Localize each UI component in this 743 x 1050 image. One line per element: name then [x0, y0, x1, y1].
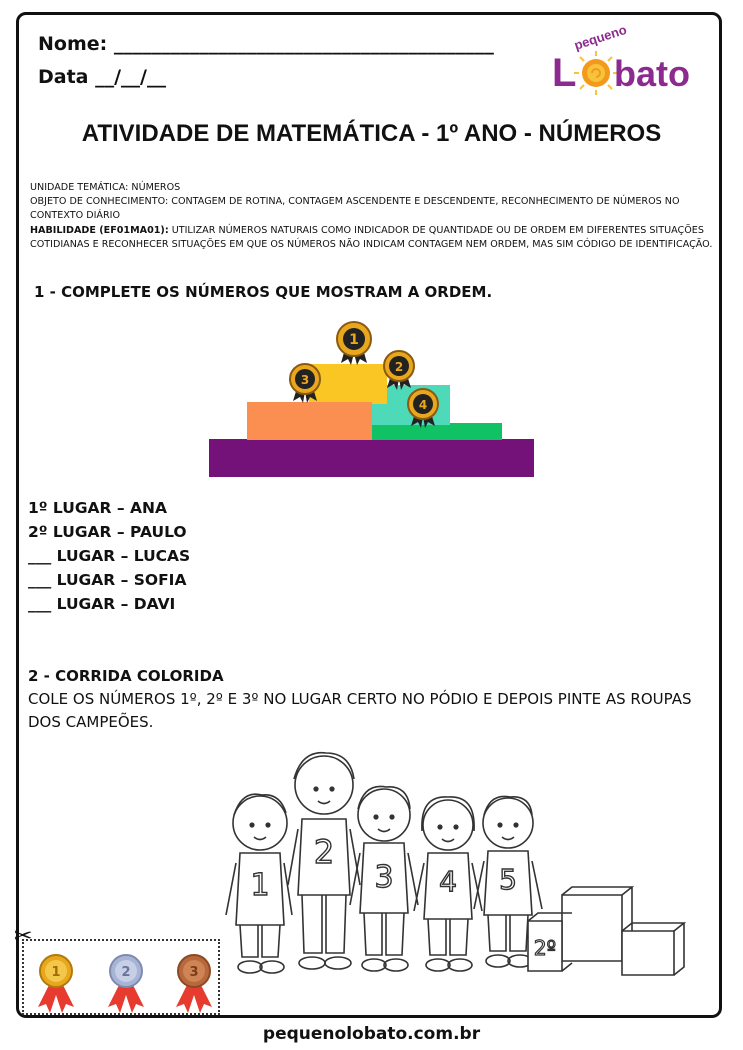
curriculum-info: [30, 181, 720, 252]
site-url[interactable]: pequenolobato.com.br: [262, 1024, 481, 1044]
race-podium-drawing: [528, 887, 684, 975]
svg-text:1: 1: [250, 868, 270, 903]
medal-3-icon: [290, 364, 320, 403]
thematic-unit: UNIDADE TEMÁTICA: NÚMEROS: [30, 182, 181, 193]
kid-4-drawing: [414, 797, 482, 971]
svg-text:3: 3: [189, 965, 199, 980]
place-line: ___ LUGAR – SOFIA: [28, 571, 187, 589]
question-2-instruction: COLE OS NÚMEROS 1º, 2º E 3º NO LUGAR CERTO NO PÓDIO E DEPOIS PINTE AS ROUPAS DOS CAMPEÕES.: [28, 690, 692, 731]
kid-1-drawing: [226, 794, 292, 973]
place-line: 2º LUGAR – PAULO: [28, 523, 187, 541]
silver-medal-icon: [108, 955, 144, 1013]
svg-text:3: 3: [300, 373, 310, 387]
pequeno-lobato-logo: [548, 22, 723, 102]
podium-step-4: [370, 423, 502, 440]
skill-text: UTILIZAR NÚMEROS NATURAIS COMO INDICADOR DE QUANTIDADE OU DE ORDEM EM DIFERENTES SITUAÇÕES COTIDIANAS E RECONHECER SITUAÇÕES EM QUE OS NÚMEROS NÃO INDICAM CONTAGEM NEM ORDEM, MAS SIM CÓDIGO DE IDENTIFICAÇÃO.: [30, 224, 713, 250]
question-2: [28, 665, 708, 734]
gold-medal-icon: [38, 955, 74, 1013]
medal-2-icon: [384, 351, 414, 390]
place-line: ___ LUGAR – DAVI: [28, 595, 176, 613]
podium-step-3: [247, 402, 372, 440]
bronze-medal-icon: [176, 955, 212, 1013]
knowledge-object: OBJETO DE CONHECIMENTO: CONTAGEM DE ROTINA, CONTAGEM ASCENDENTE E DESCENDENTE, RECONHECIMENTO DE NÚMEROS NO CONTEXTO DIÁRIO: [30, 196, 680, 222]
svg-text:3: 3: [374, 860, 394, 895]
logo-top-word: pequeno: [572, 22, 629, 53]
logo-rest-word: bato: [614, 53, 690, 94]
kids-race-illustration: [222, 745, 692, 985]
question-2-title: 2 - CORRIDA COLORIDA: [28, 667, 224, 685]
svg-text:5: 5: [499, 863, 517, 896]
podium-illustration: [205, 315, 540, 483]
skill: [30, 224, 720, 252]
svg-text:2º: 2º: [533, 936, 557, 960]
kid-2-drawing: [288, 753, 360, 969]
skill-label: HABILIDADE (EF01MA01):: [30, 224, 169, 236]
svg-text:2: 2: [121, 965, 131, 980]
place-line: 1º LUGAR – ANA: [28, 499, 167, 517]
svg-text:2: 2: [394, 360, 404, 374]
page-title: ATIVIDADE DE MATEMÁTICA - 1º ANO - NÚMEROS: [81, 120, 662, 147]
place-line: ___ LUGAR – LUCAS: [28, 547, 191, 565]
svg-text:4: 4: [439, 865, 457, 898]
kid-3-drawing: [350, 786, 418, 971]
question-1-title: 1 - COMPLETE OS NÚMEROS QUE MOSTRAM A ORDEM.: [34, 283, 493, 301]
logo-letter-l: L: [552, 51, 577, 95]
svg-text:4: 4: [418, 398, 428, 412]
svg-text:1: 1: [349, 332, 359, 348]
sun-icon: [574, 51, 618, 95]
podium-step-1: [309, 364, 387, 404]
cutout-medals-box: [22, 939, 220, 1015]
svg-text:2: 2: [313, 833, 335, 871]
date-field-label: Data __/__/__: [38, 66, 166, 88]
name-field-label: Nome: ________________________________________: [38, 33, 494, 55]
podium-base: [209, 439, 534, 477]
svg-text:1: 1: [51, 965, 61, 980]
scissors-icon: ✂: [14, 924, 33, 949]
places-list: [28, 496, 190, 616]
medal-1-icon: [337, 322, 371, 365]
